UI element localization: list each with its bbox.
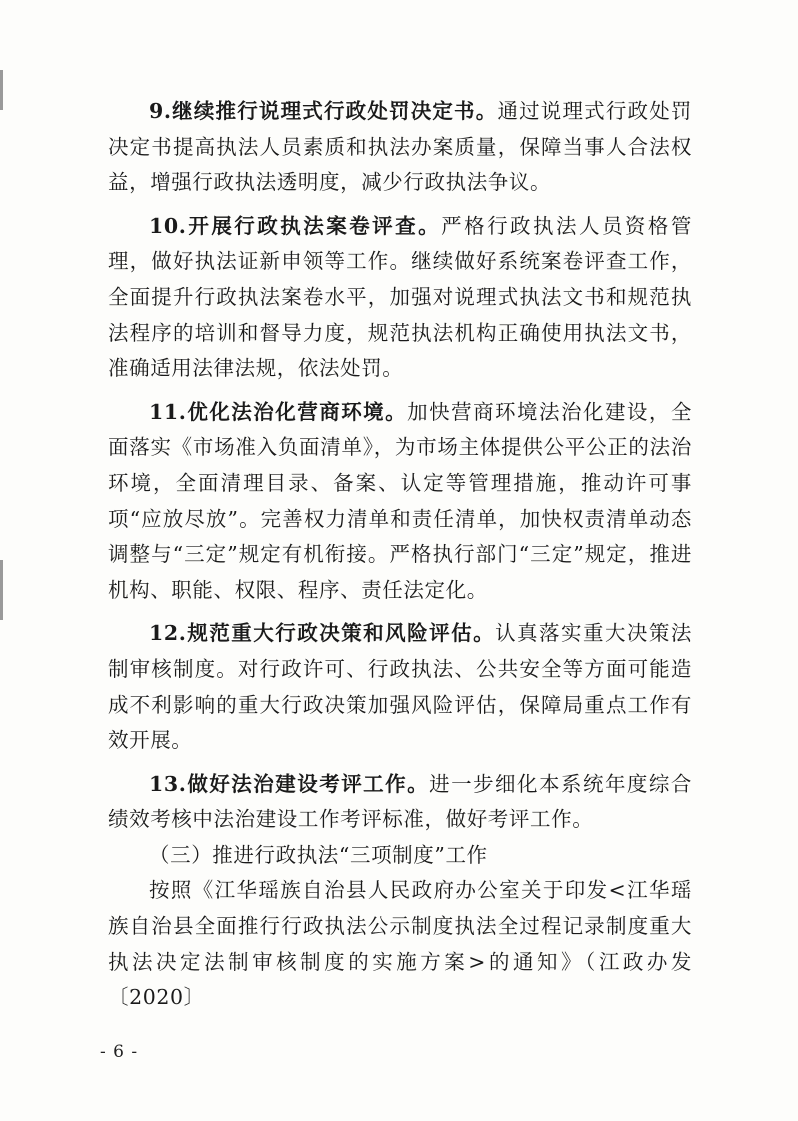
paragraph-item-12 [108,616,692,758]
document-body [108,94,692,1016]
paragraph-item-11 [108,395,692,609]
paragraph-final: 按照《江华瑶族自治县人民政府办公室关于印发<江华瑶族自治县全面推行行政执法公示制度执法全过程记录制度重大执法决定法制审核制度的实施方案>的通知》（江政办发〔2020〕 [108,878,692,1010]
section-heading: （三）推进行政执法“三项制度”工作 [149,842,488,867]
paragraph-body: 通过说理式行政处罚决定书提高执法人员素质和执法办案质量，保障当事人合法权益，增强行政执法透明度，减少行政执法争议。 [108,99,692,195]
paragraph-body: 加快营商环境法治化建设，全面落实《市场准入负面清单》，为市场主体提供公平公正的法治环境，全面清理目录、备案、认定等管理措施，推动许可事项“应放尽放”。完善权力清单和责任清单，加快权责清单动态调整与“三定”规定有机衔接。严格执行部门“三定”规定，推进机构、职能、权限、程序、责任法定化。 [108,399,692,602]
scan-edge-mark [0,560,3,620]
paragraph-heading: 10.开展行政执法案卷评查。 [149,213,442,238]
paragraph-heading: 13.做好法治建设考评工作。 [149,771,430,796]
paragraph-heading: 9.继续推行说理式行政处罚决定书。 [149,99,498,123]
scan-edge-mark [0,70,3,110]
paragraph-item-10 [108,209,692,387]
paragraph-item-13 [108,767,692,838]
paragraph-item-9 [108,94,692,201]
page-number: - 6 - [100,1042,139,1062]
paragraph-body: 严格行政执法人员资格管理，做好执法证新申领等工作。继续做好系统案卷评查工作，全面提升行政执法案卷水平，加强对说理式执法文书和规范执法程序的培训和督导力度，规范执法机构正确使用执法文书，准确适用法律法规，依法处罚。 [108,213,692,381]
paragraph-body: 进一步细化本系统年度综合绩效考核中法治建设工作考评标准，做好考评工作。 [108,771,692,832]
paragraph-heading: 11.优化法治化营商环境。 [149,399,408,424]
paragraph-heading: 12.规范重大行政决策和风险评估。 [149,621,496,646]
paragraph-body: 认真落实重大决策法制审核制度。对行政许可、行政执法、公共安全等方面可能造成不利影响的重大行政决策加强风险评估，保障局重点工作有效开展。 [108,621,692,753]
